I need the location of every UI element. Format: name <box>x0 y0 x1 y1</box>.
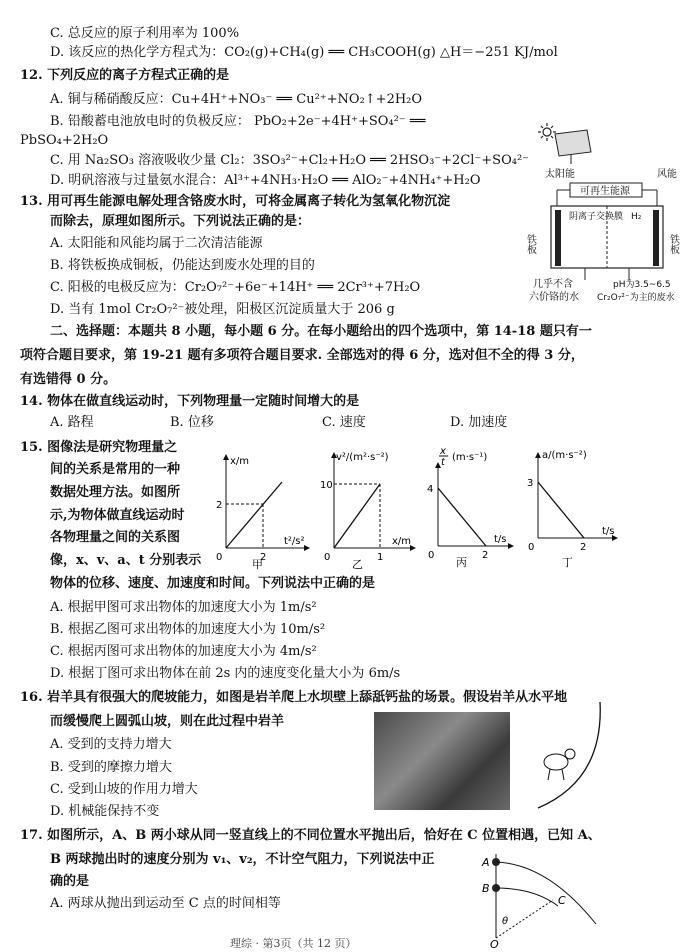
label-C: C <box>558 894 566 907</box>
bing-origin: 0 <box>428 550 435 561</box>
text-line: B. 将铁板换成铜板，仍能达到废水处理的目的 <box>50 258 315 273</box>
text-line: 15. 图像法是研究物理量之 <box>20 440 178 455</box>
text-line: C. 总反应的原子利用率为 100% <box>50 26 240 41</box>
jia-xtick: 2 <box>260 552 267 563</box>
jia-xlabel: t²/s² <box>284 536 305 547</box>
h2-label: H₂ <box>631 212 642 222</box>
text-line: 而除去，原理如图所示。下列说法正确的是： <box>50 214 311 229</box>
page-footer: 理综 · 第3页（共 12 页） <box>230 937 357 950</box>
text-line: C. 速度 <box>322 415 366 430</box>
label-B: B <box>482 882 490 895</box>
text-line: 示,为物体做直线运动时 <box>50 508 185 523</box>
bing-yfrac-den: t <box>441 457 445 468</box>
goat-icon <box>544 749 575 780</box>
yi-xtick: 1 <box>377 552 384 563</box>
ding-ytick: 3 <box>527 478 534 489</box>
left-water-label-2: 六价铬的水 <box>529 292 579 303</box>
electrolysis-diagram <box>525 122 690 314</box>
ding-name: 丁 <box>562 556 573 569</box>
wind-label: 风能 <box>657 169 677 180</box>
label-A: A <box>482 856 490 869</box>
right-iron-label: 铁板 <box>667 234 679 254</box>
bing-xlabel: t/s <box>494 534 507 545</box>
graph-ding <box>522 446 632 570</box>
text-line: C. 受到山坡的作用力增大 <box>50 782 198 797</box>
text-line: 17. 如图所示，A、B 两小球从同一竖直线上的不同位置水平抛出后，恰好在 C 位置相遇，已知 A、 <box>20 828 601 843</box>
text-line: 物体的位移、速度、加速度和时间。下列说法中正确的是 <box>50 576 376 591</box>
jia-ytick: 2 <box>216 500 223 511</box>
text-line: PbSO₄+2H₂O <box>20 133 109 148</box>
waste-label: Cr₂O₇²⁻为主的废水 <box>597 293 675 303</box>
ding-origin: 0 <box>528 542 535 553</box>
yi-xlabel: x/m <box>392 536 412 547</box>
jia-ylabel: x/m <box>230 456 250 467</box>
text-line: C. 用 Na₂SO₃ 溶液吸收少量 Cl₂：3SO₃²⁻+Cl₂+H₂O ══ 2HSO₃⁻+2Cl⁻+SO₄²⁻ <box>50 153 530 168</box>
projectile-diagram <box>478 848 608 950</box>
bing-yfrac-num: x <box>440 446 446 457</box>
text-line: 12. 下列反应的离子方程式正确的是 <box>20 68 230 83</box>
text-line: 数据处理方法。如图所 <box>50 485 181 500</box>
label-O: O <box>490 938 499 950</box>
text-line: D. 该反应的热化学方程式为：CO₂(g)+CH₄(g) ══ CH₃COOH(g) △H＝−251 KJ/mol <box>50 45 558 60</box>
jia-name: 甲 <box>252 558 263 570</box>
bing-xtick: 2 <box>482 550 489 561</box>
bing-name: 丙 <box>456 556 467 569</box>
graph-yi <box>318 448 418 570</box>
graph-bing <box>424 446 518 570</box>
bing-ylabel: (m·s⁻¹) <box>452 452 488 463</box>
sun-icon <box>538 123 556 141</box>
text-line: D. 当有 1mol Cr₂O₇²⁻被处理，阳极区沉淀质量大于 206 g <box>50 302 395 317</box>
text-line: C. 根据丙图可求出物体的加速度大小为 4m/s² <box>50 644 317 659</box>
left-iron-label: 铁板 <box>525 234 536 254</box>
text-line: A. 受到的支持力增大 <box>50 737 172 752</box>
text-line: 而缓慢爬上圆弧山坡，则在此过程中岩羊 <box>50 714 285 729</box>
text-line: A. 根据甲图可求出物体的加速度大小为 1m/s² <box>50 600 317 615</box>
text-line: 间的关系是常用的一种 <box>50 462 181 477</box>
goat-photo <box>374 712 510 810</box>
text-line: D. 根据丁图可求出物体在前 2s 内的速度变化量大小为 6m/s <box>50 666 401 681</box>
text-line: D. 机械能保持不变 <box>50 804 160 819</box>
yi-origin: 0 <box>324 552 331 563</box>
renewable-label: 可再生能源 <box>580 186 630 197</box>
yi-name: 乙 <box>352 558 363 570</box>
ding-xlabel: t/s <box>602 526 615 537</box>
goat-slope-diagram <box>530 700 610 812</box>
text-line: 项符合题目要求，第 19-21 题有多项符合题目要求. 全部选对的得 6 分，选对但不全的得 3 分， <box>20 348 584 363</box>
yi-ylabel: v²/(m²·s⁻²) <box>336 452 389 463</box>
text-line: A. 路程 <box>50 415 94 430</box>
text-line: 13. 用可再生能源电解处理含铬废水时，可将金属离子转化为氢氧化物沉淀 <box>20 194 451 209</box>
text-line: A. 太阳能和风能均属于二次清洁能源 <box>50 236 263 251</box>
jia-origin: 0 <box>216 552 223 563</box>
text-line: C. 阳极的电极反应为：Cr₂O₇²⁻+6e⁻+14H⁺ ══ 2Cr³⁺+7H₂O <box>50 280 421 295</box>
solar-label: 太阳能 <box>545 169 575 180</box>
text-line: 各物理量之间的关系图 <box>50 530 181 545</box>
text-line: A. 铜与稀硝酸反应：Cu+4H⁺+NO₃⁻ ══ Cu²⁺+NO₂↑+2H₂O <box>50 92 423 107</box>
text-line: D. 加速度 <box>450 415 508 430</box>
text-line: D. 明矾溶液与过量氨水混合：Al³⁺+4NH₃·H₂O ══ AlO₂⁻+4NH₄⁺+H₂O <box>50 173 481 188</box>
membrane-label: 阴离子交换膜 <box>569 212 624 222</box>
text-line: B. 根据乙图可求出物体的加速度大小为 10m/s² <box>50 622 326 637</box>
left-iron-plate <box>555 210 561 266</box>
text-line: B. 位移 <box>170 415 214 430</box>
text-line: 确的是 <box>50 874 90 889</box>
ding-xtick: 2 <box>580 542 587 553</box>
text-line: 16. 岩羊具有很强大的爬坡能力，如图是岩羊爬上水坝壁上舔舐钙盐的场景。假设岩羊从水平地 <box>20 690 568 705</box>
text-line: B. 受到的摩擦力增大 <box>50 760 172 775</box>
bing-ytick: 4 <box>427 484 434 495</box>
left-water-label-1: 几乎不含 <box>533 279 573 290</box>
text-line: 有选错得 0 分。 <box>20 372 117 387</box>
yi-ytick: 10 <box>320 480 333 491</box>
text-line: B. 铅酸蓄电池放电时的负极反应： PbO₂+2e⁻+4H⁺+SO₄²⁻ ══ <box>50 114 426 129</box>
ding-ylabel: a/(m·s⁻²) <box>542 450 587 461</box>
ph-label: pH为3.5~6.5 <box>613 280 671 290</box>
text-line: B 两球抛出时的速度分别为 v₁、v₂，不计空气阻力，下列说法中正 <box>50 852 435 867</box>
text-line: A. 两球从抛出到运动至 C 点的时间相等 <box>50 896 281 911</box>
solar-panel-icon <box>555 130 591 164</box>
right-iron-plate <box>653 210 659 266</box>
text-line: 像，x、v、a、t 分别表示 <box>50 553 202 568</box>
text-line: 二、选择题：本题共 8 小题，每小题 6 分。在每小题给出的四个选项中，第 14-18 题只有一 <box>50 324 592 339</box>
graph-jia <box>212 452 312 570</box>
label-theta: θ <box>502 916 509 927</box>
text-line: 14. 物体在做直线运动时，下列物理量一定随时间增大的是 <box>20 394 360 409</box>
